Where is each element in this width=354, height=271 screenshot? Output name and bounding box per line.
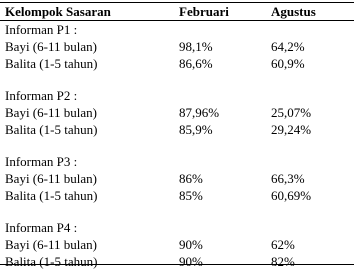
- row-label: Bayi (6-11 bulan): [5, 237, 97, 252]
- table-row: [0, 122, 354, 139]
- row-agustus: 29,24%: [271, 122, 312, 137]
- row-label: Balita (1-5 tahun): [5, 122, 98, 137]
- table-bottom-rule: [0, 264, 354, 265]
- table-row: [0, 56, 354, 73]
- row-februari: 90%: [179, 254, 203, 269]
- row-label: Balita (1-5 tahun): [5, 188, 98, 203]
- row-agustus: 64,2%: [271, 39, 305, 54]
- group-title: Informan P4 :: [5, 220, 78, 235]
- header-agustus: Agustus: [271, 4, 316, 19]
- row-februari: 86,6%: [179, 56, 213, 71]
- spacer-row: [0, 139, 354, 154]
- table-row: [0, 39, 354, 56]
- table-header-row: [0, 4, 354, 20]
- group-title: Informan P1 :: [5, 22, 78, 37]
- row-label: Bayi (6-11 bulan): [5, 39, 97, 54]
- row-agustus: 25,07%: [271, 105, 312, 120]
- group-title: Informan P3 :: [5, 154, 78, 169]
- table-row: [0, 105, 354, 122]
- row-agustus: 60,9%: [271, 56, 305, 71]
- row-label: Bayi (6-11 bulan): [5, 105, 97, 120]
- table-row: [0, 188, 354, 205]
- row-februari: 90%: [179, 237, 203, 252]
- table-row: [0, 254, 354, 271]
- row-februari: 85%: [179, 188, 203, 203]
- table-row: [0, 171, 354, 188]
- row-februari: 87,96%: [179, 105, 220, 120]
- spacer-row: [0, 205, 354, 220]
- header-kelompok-sasaran: Kelompok Sasaran: [5, 4, 111, 19]
- table-body: [0, 22, 354, 271]
- group-title-row: [0, 88, 354, 105]
- table-header-rule: [0, 20, 354, 21]
- row-agustus: 60,69%: [271, 188, 312, 203]
- row-label: Bayi (6-11 bulan): [5, 171, 97, 186]
- spacer-row: [0, 73, 354, 88]
- group-title-row: [0, 22, 354, 39]
- row-agustus: 82%: [271, 254, 295, 269]
- row-agustus: 66,3%: [271, 171, 305, 186]
- table-row: [0, 237, 354, 254]
- row-februari: 98,1%: [179, 39, 213, 54]
- row-label: Balita (1-5 tahun): [5, 56, 98, 71]
- group-title-row: [0, 154, 354, 171]
- row-februari: 85,9%: [179, 122, 213, 137]
- table-top-rule: [0, 2, 354, 3]
- row-agustus: 62%: [271, 237, 295, 252]
- row-februari: 86%: [179, 171, 203, 186]
- header-februari: Februari: [179, 4, 229, 19]
- row-label: Balita (1-5 tahun): [5, 254, 98, 269]
- group-title: Informan P2 :: [5, 88, 78, 103]
- group-title-row: [0, 220, 354, 237]
